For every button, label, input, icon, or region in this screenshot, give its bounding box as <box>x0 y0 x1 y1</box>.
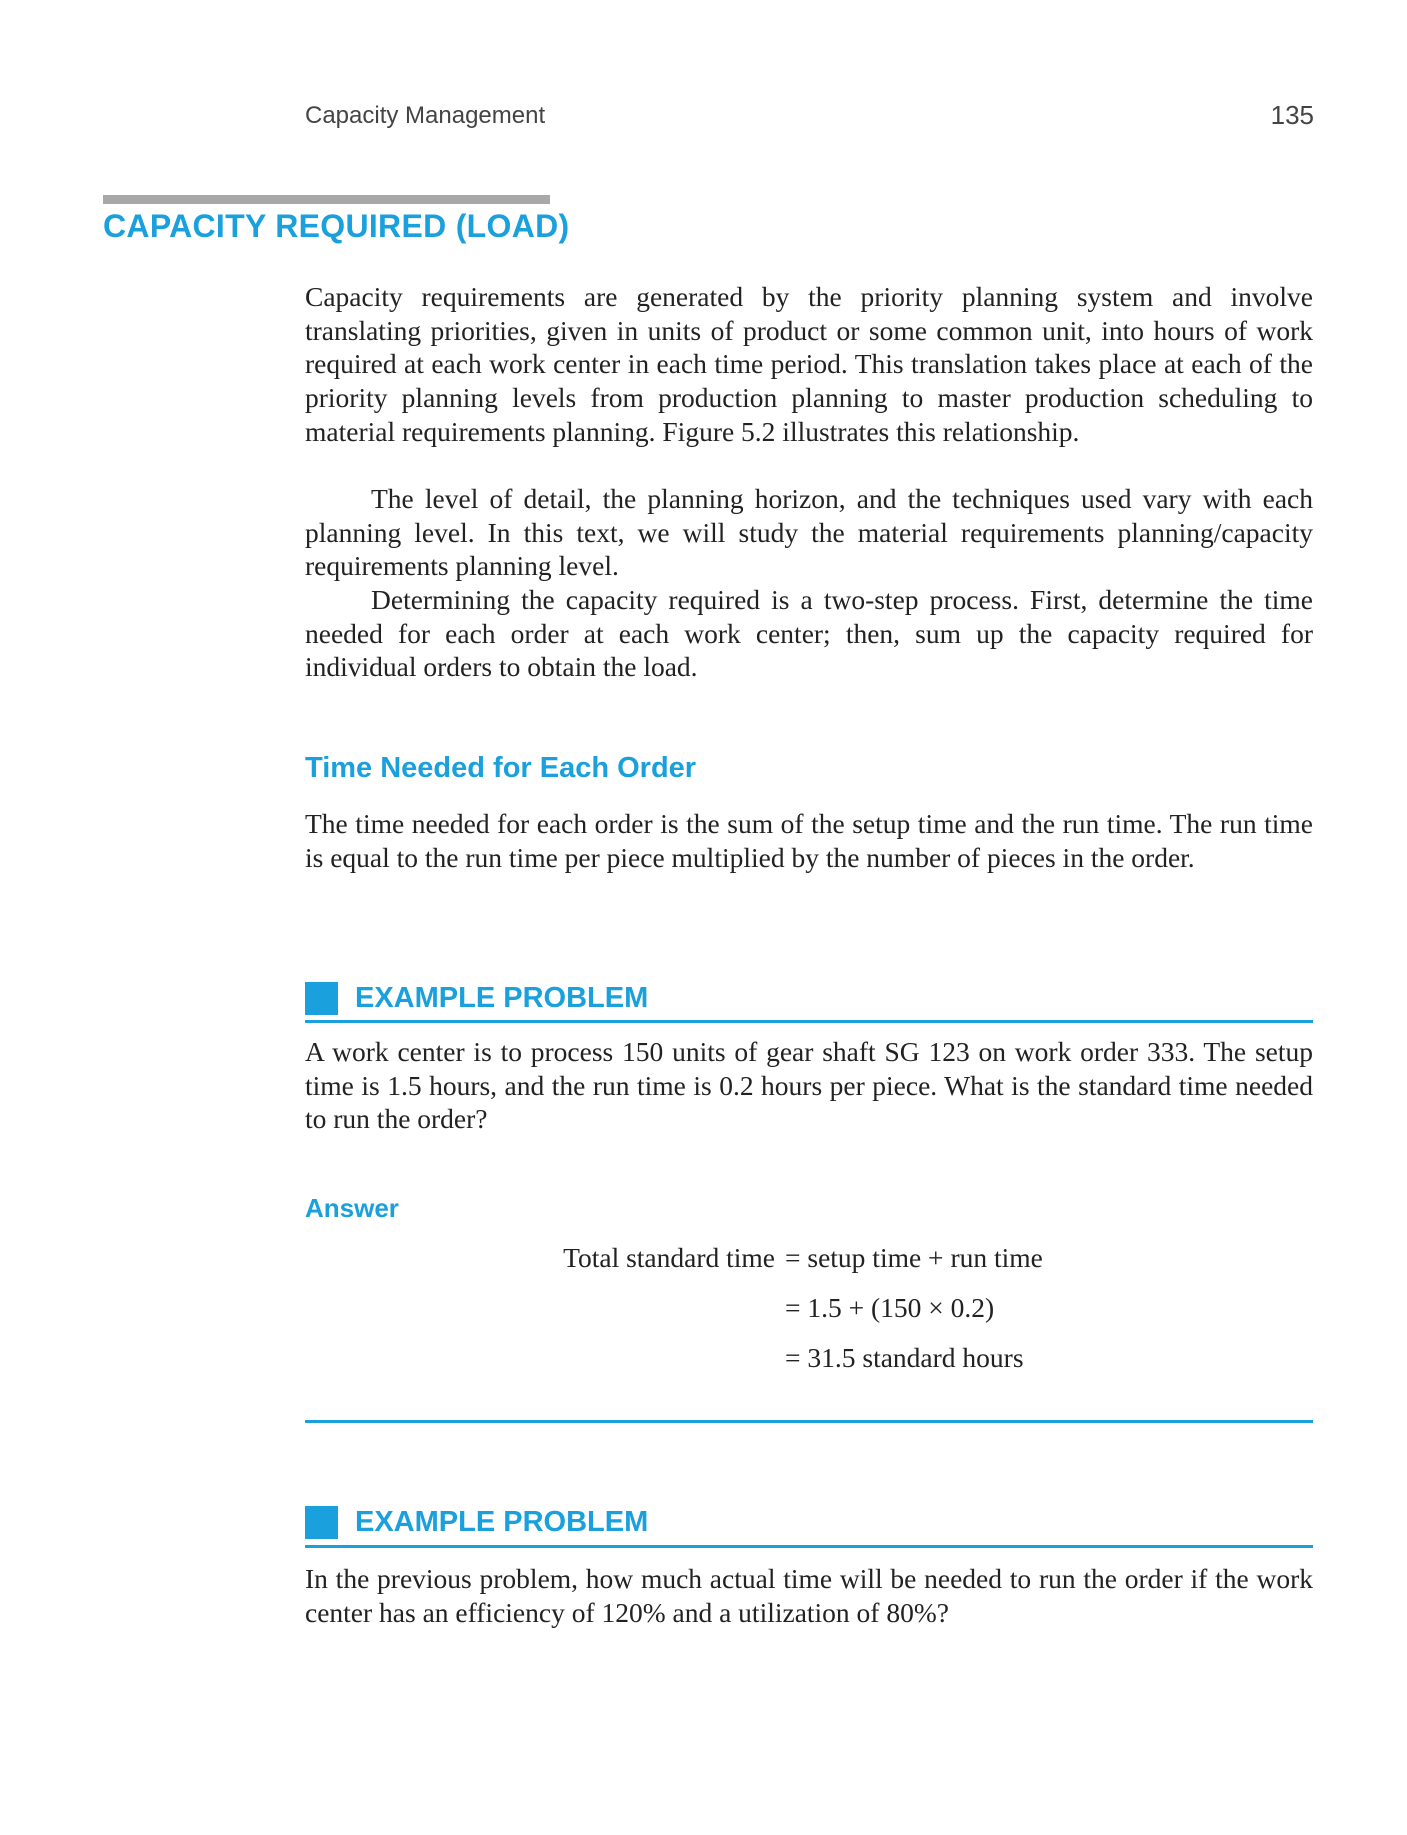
body-paragraph-3: Determining the capacity required is a two-step process. First, determine the time needed for each order at each work center; then, sum up the capacity required for individual orders to obtain the load. <box>305 584 1313 683</box>
example-rule-top-2 <box>305 1545 1313 1548</box>
equation-line-3: = 31.5 standard hours <box>785 1342 1024 1373</box>
example-rule-top-1 <box>305 1020 1313 1023</box>
example-problem-2: In the previous problem, how much actual time will be needed to run the order if the work center has an efficiency of 120% and a utilization of 80%? <box>305 1563 1313 1628</box>
example-problem-1: A work center is to process 150 units of gear shaft SG 123 on work order 333. The setup time is 1.5 hours, and the run time is 0.2 hours per piece. What is the standard time needed to run the order? <box>305 1036 1313 1135</box>
body-paragraph-1: Capacity requirements are generated by the priority planning system and involve translating priorities, given in units of product or some common unit, into hours of work required at each work center in each time period. This translation takes place at each of the priority planning levels from production planning to master production scheduling to material requirements planning. Figure 5.2 illustrates this relationship. <box>305 281 1313 447</box>
example-rule-bottom-1 <box>305 1420 1313 1423</box>
example-marker-square <box>305 982 338 1015</box>
example-heading-2: EXAMPLE PROBLEM <box>355 1506 649 1538</box>
equation-line-2: = 1.5 + (150 × 0.2) <box>785 1292 995 1323</box>
equation-line-1: = setup time + run time <box>785 1242 1043 1273</box>
example-marker-square <box>305 1506 338 1539</box>
section-title: CAPACITY REQUIRED (LOAD) <box>103 208 570 244</box>
subsection-title: Time Needed for Each Order <box>305 752 697 784</box>
running-head: Capacity Management <box>305 102 546 129</box>
section-rule <box>103 195 550 204</box>
example-heading-1: EXAMPLE PROBLEM <box>355 982 649 1014</box>
equation-lhs: Total standard time <box>563 1242 775 1273</box>
answer-heading: Answer <box>305 1193 399 1223</box>
body-paragraph-2: The level of detail, the planning horizon, and the techniques used vary with each planning level. In this text, we will study the material requirements planning/capacity requirements planning level. <box>305 483 1313 582</box>
subsection-paragraph: The time needed for each order is the sum of the setup time and the run time. The run time is equal to the run time per piece multiplied by the number of pieces in the order. <box>305 808 1313 873</box>
page-number: 135 <box>1270 100 1314 130</box>
